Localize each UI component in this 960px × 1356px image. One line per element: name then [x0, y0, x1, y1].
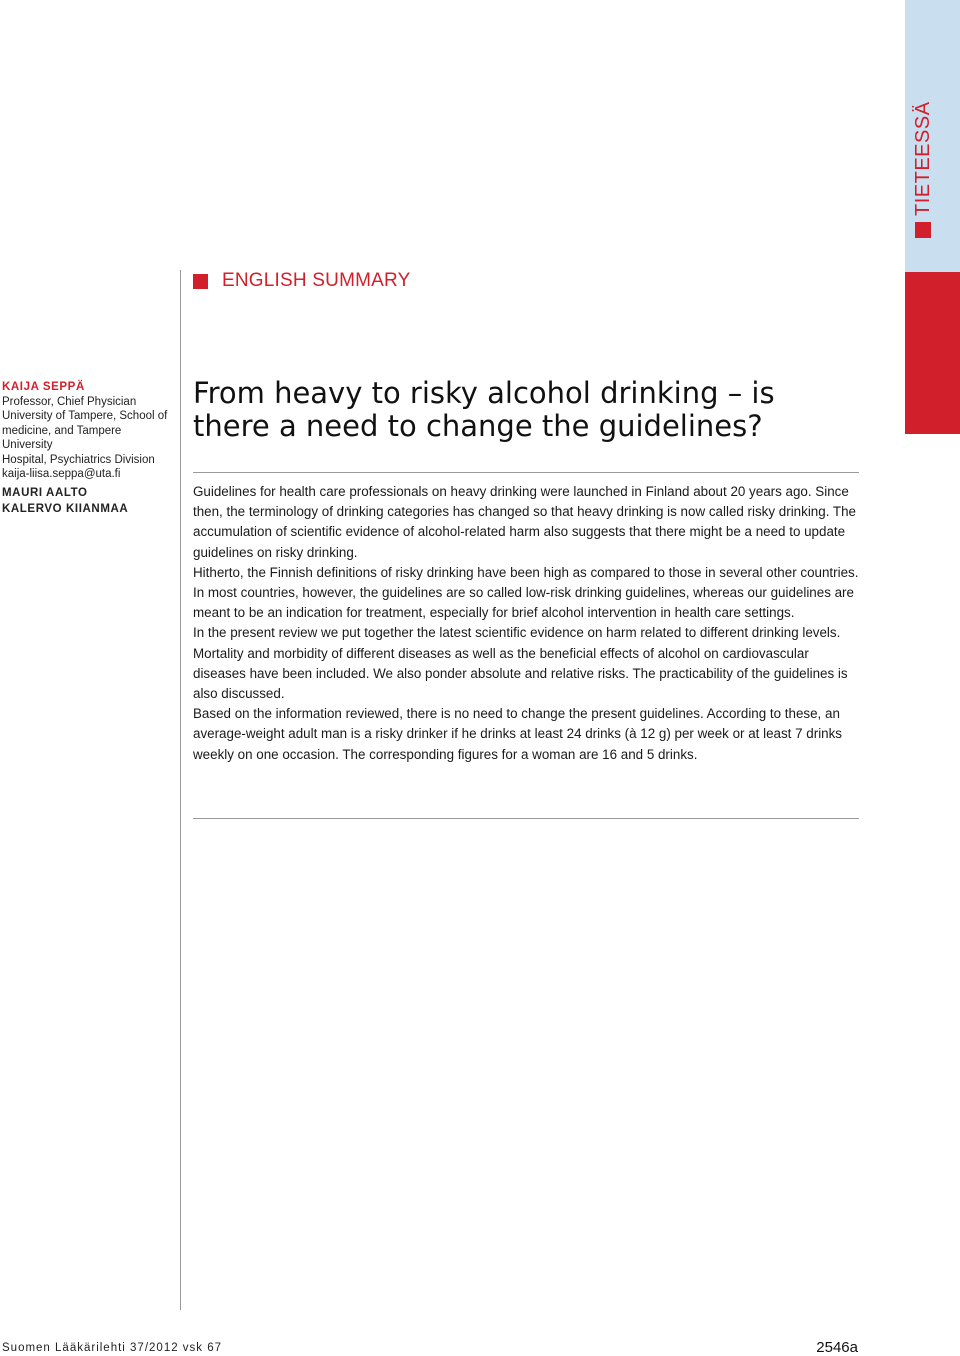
- author-email: kaija-liisa.seppa@uta.fi: [2, 468, 121, 481]
- article-title: [193, 377, 843, 443]
- author-affiliation-line: Professor, Chief Physician: [2, 396, 137, 408]
- author-block: [2, 381, 172, 481]
- abstract-paragraph: Based on the information reviewed, there is no need to change the present guidelines. According to these, an average-weight adult man is a risky drinker if he drinks at least 24 drinks (à 12 g) per week or at least 7 drinks weekly on one occasion. The corresponding figures for a woman are 16 and 5 drinks.: [193, 706, 843, 762]
- red-square-icon: [915, 222, 931, 238]
- coauthor-name: MAURI AALTO: [2, 487, 88, 499]
- abstract-paragraph: In the present review we put together the latest scientific evidence on harm related to different drinking levels. Mortality and morbidity of different diseases as well as the beneficial effects of alcohol on cardiovascular diseases have been included. We also ponder absolute and relative risks. The practicability of the guidelines is also discussed.: [193, 625, 848, 702]
- side-tab-label: [913, 101, 933, 238]
- abstract-paragraph: Guidelines for health care professionals on heavy drinking were launched in Finland about 20 years ago. Since then, the terminology of drinking categories has changed so that heavy drinking is now called risky drinking. The accumulation of scientific evidence of alcohol-related harm also suggests that there might be a need to update guidelines on risky drinking.: [193, 484, 856, 560]
- section-label-text: ENGLISH SUMMARY: [222, 270, 411, 291]
- column-divider: [180, 270, 181, 1310]
- side-tab-accent-block: [905, 272, 960, 434]
- coauthor-list: [2, 485, 172, 517]
- title-divider: [193, 472, 859, 473]
- red-square-icon: [193, 274, 208, 289]
- footer-page-number: 2546a: [816, 1339, 858, 1356]
- author-name: KAIJA SEPPÄ: [2, 381, 85, 393]
- footer-journal: Suomen Lääkärilehti 37/2012 vsk 67: [2, 1342, 223, 1354]
- section-label: [193, 270, 410, 292]
- coauthor-name: KALERVO KIIANMAA: [2, 503, 129, 515]
- abstract-paragraph: Hitherto, the Finnish definitions of risky drinking have been high as compared to those in several other countries. In most countries, however, the guidelines are so called low-risk drinking guidelines, whereas our guidelines are meant to be an indication for treatment, especially for brief alcohol intervention in health care settings.: [193, 564, 859, 621]
- article-title-line: From heavy to risky alcohol drinking – is: [193, 376, 775, 410]
- article-title-line: there a need to change the guidelines?: [193, 409, 763, 443]
- author-affiliation-line: Hospital, Psychiatrics Division: [2, 453, 155, 466]
- side-tab-text: TIETEESSÄ: [912, 101, 934, 216]
- abstract-body: [193, 482, 859, 765]
- abstract-divider: [193, 818, 859, 819]
- author-affiliation-line: University of Tampere, School of: [2, 410, 168, 423]
- author-affiliation-line: medicine, and Tampere University: [2, 424, 122, 452]
